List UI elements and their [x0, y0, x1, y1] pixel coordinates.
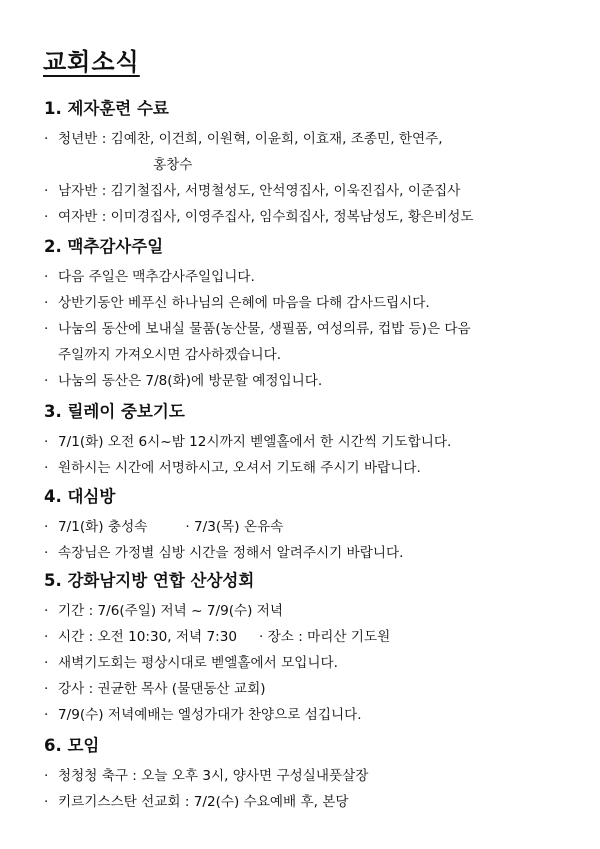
list-item: [44, 598, 580, 624]
section-graduation: [44, 95, 580, 230]
list-item: [44, 763, 580, 789]
bullet: ·: [44, 321, 49, 337]
list-item: [44, 264, 580, 290]
bullet: ·: [44, 269, 49, 285]
list-item: [44, 789, 580, 815]
item-text: 기간 : 7/6(주일) 저녁 ~ 7/9(수) 저녁: [58, 603, 284, 619]
bullet: ·: [44, 183, 49, 199]
bullet: ·: [44, 603, 49, 619]
item-text: 여자반 : 이미경집사, 이영주집사, 임수희집사, 정복남성도, 황은비성도: [58, 209, 474, 225]
section-heading: 6. 모임: [44, 736, 100, 755]
list-item: [44, 126, 580, 152]
list-item: [44, 514, 580, 540]
item-text: 키르기스스탄 선교회 : 7/2(수) 수요예배 후, 본당: [58, 794, 349, 810]
bullet: ·: [44, 545, 49, 561]
item-text: 원하시는 시간에 서명하시고, 오셔서 기도해 주시기 바랍니다.: [58, 460, 421, 476]
section-relay-prayer: [44, 398, 580, 481]
bullet: ·: [44, 707, 49, 723]
item-text-secondary: · 장소 : 마리산 기도원: [259, 629, 391, 645]
bullet: ·: [44, 209, 49, 225]
item-text: 남자반 : 김기철집사, 서명철성도, 안석영집사, 이욱진집사, 이준집사: [58, 183, 461, 199]
item-text-secondary: · 7/3(목) 온유속: [185, 519, 284, 535]
list-item: [44, 368, 580, 394]
section-heading: 5. 강화남지방 연합 산상성회: [44, 571, 255, 590]
bullet: ·: [44, 629, 49, 645]
section-meetings: [44, 732, 580, 815]
section-heading: 2. 맥추감사주일: [44, 237, 164, 256]
item-text: 7/1(화) 충성속: [58, 519, 148, 535]
list-item: [44, 316, 580, 342]
item-text: 청년반 : 김예찬, 이건희, 이원혁, 이윤희, 이효재, 조종민, 한연주,: [58, 131, 443, 147]
item-text: 7/1(화) 오전 6시~밤 12시까지 벧엘홀에서 한 시간씩 기도합니다.: [58, 434, 452, 450]
bullet: ·: [44, 373, 49, 389]
section-heading: 4. 대심방: [44, 487, 116, 506]
bullet: ·: [44, 655, 49, 671]
item-text-continued: 주일까지 가져오시면 감사하겠습니다.: [58, 347, 282, 363]
section-thanksgiving: [44, 233, 580, 394]
section-heading: 3. 릴레이 중보기도: [44, 402, 185, 421]
item-text: 새벽기도회는 평상시대로 벧엘홀에서 모입니다.: [58, 655, 338, 671]
list-item: [44, 650, 580, 676]
item-text: 강사 : 권균한 목사 (물댄동산 교회): [58, 681, 266, 697]
bullet: ·: [44, 681, 49, 697]
item-text: 다음 주일은 맥추감사주일입니다.: [58, 269, 255, 285]
bullet: ·: [44, 519, 49, 535]
list-item: [44, 676, 580, 702]
list-item: [44, 429, 580, 455]
section-retreat: [44, 567, 580, 728]
item-text: 청청청 축구 : 오늘 오후 3시, 양사면 구성실내풋살장: [58, 768, 369, 784]
bullet: ·: [44, 460, 49, 476]
bullet: ·: [44, 131, 49, 147]
bullet: ·: [44, 434, 49, 450]
list-item: [44, 624, 580, 650]
item-text: 7/9(수) 저녁예배는 엘성가대가 찬양으로 섬깁니다.: [58, 707, 362, 723]
list-item: [44, 455, 580, 481]
item-text: 상반기동안 베푸신 하나님의 은혜에 마음을 다해 감사드립시다.: [58, 295, 430, 311]
bullet: ·: [44, 768, 49, 784]
list-item: [44, 540, 580, 566]
item-text: 시간 : 오전 10:30, 저녁 7:30: [58, 629, 237, 645]
list-item: [44, 178, 580, 204]
item-text: 나눔의 동산에 보내실 물품(농산물, 생필품, 여성의류, 컵밥 등)은 다음: [58, 321, 471, 337]
list-item: [44, 702, 580, 728]
item-text: 나눔의 동산은 7/8(화)에 방문할 예정입니다.: [58, 373, 323, 389]
section-visitation: [44, 483, 580, 566]
list-item: [44, 204, 580, 230]
bullet: ·: [44, 794, 49, 810]
page-title: 교회소식: [43, 48, 140, 76]
item-text: 속장님은 가정별 심방 시간을 정해서 알려주시기 바랍니다.: [58, 545, 404, 561]
section-heading: 1. 제자훈련 수료: [44, 99, 169, 118]
item-text-continued: 홍창수: [153, 157, 193, 173]
bullet: ·: [44, 295, 49, 311]
list-item: [44, 290, 580, 316]
